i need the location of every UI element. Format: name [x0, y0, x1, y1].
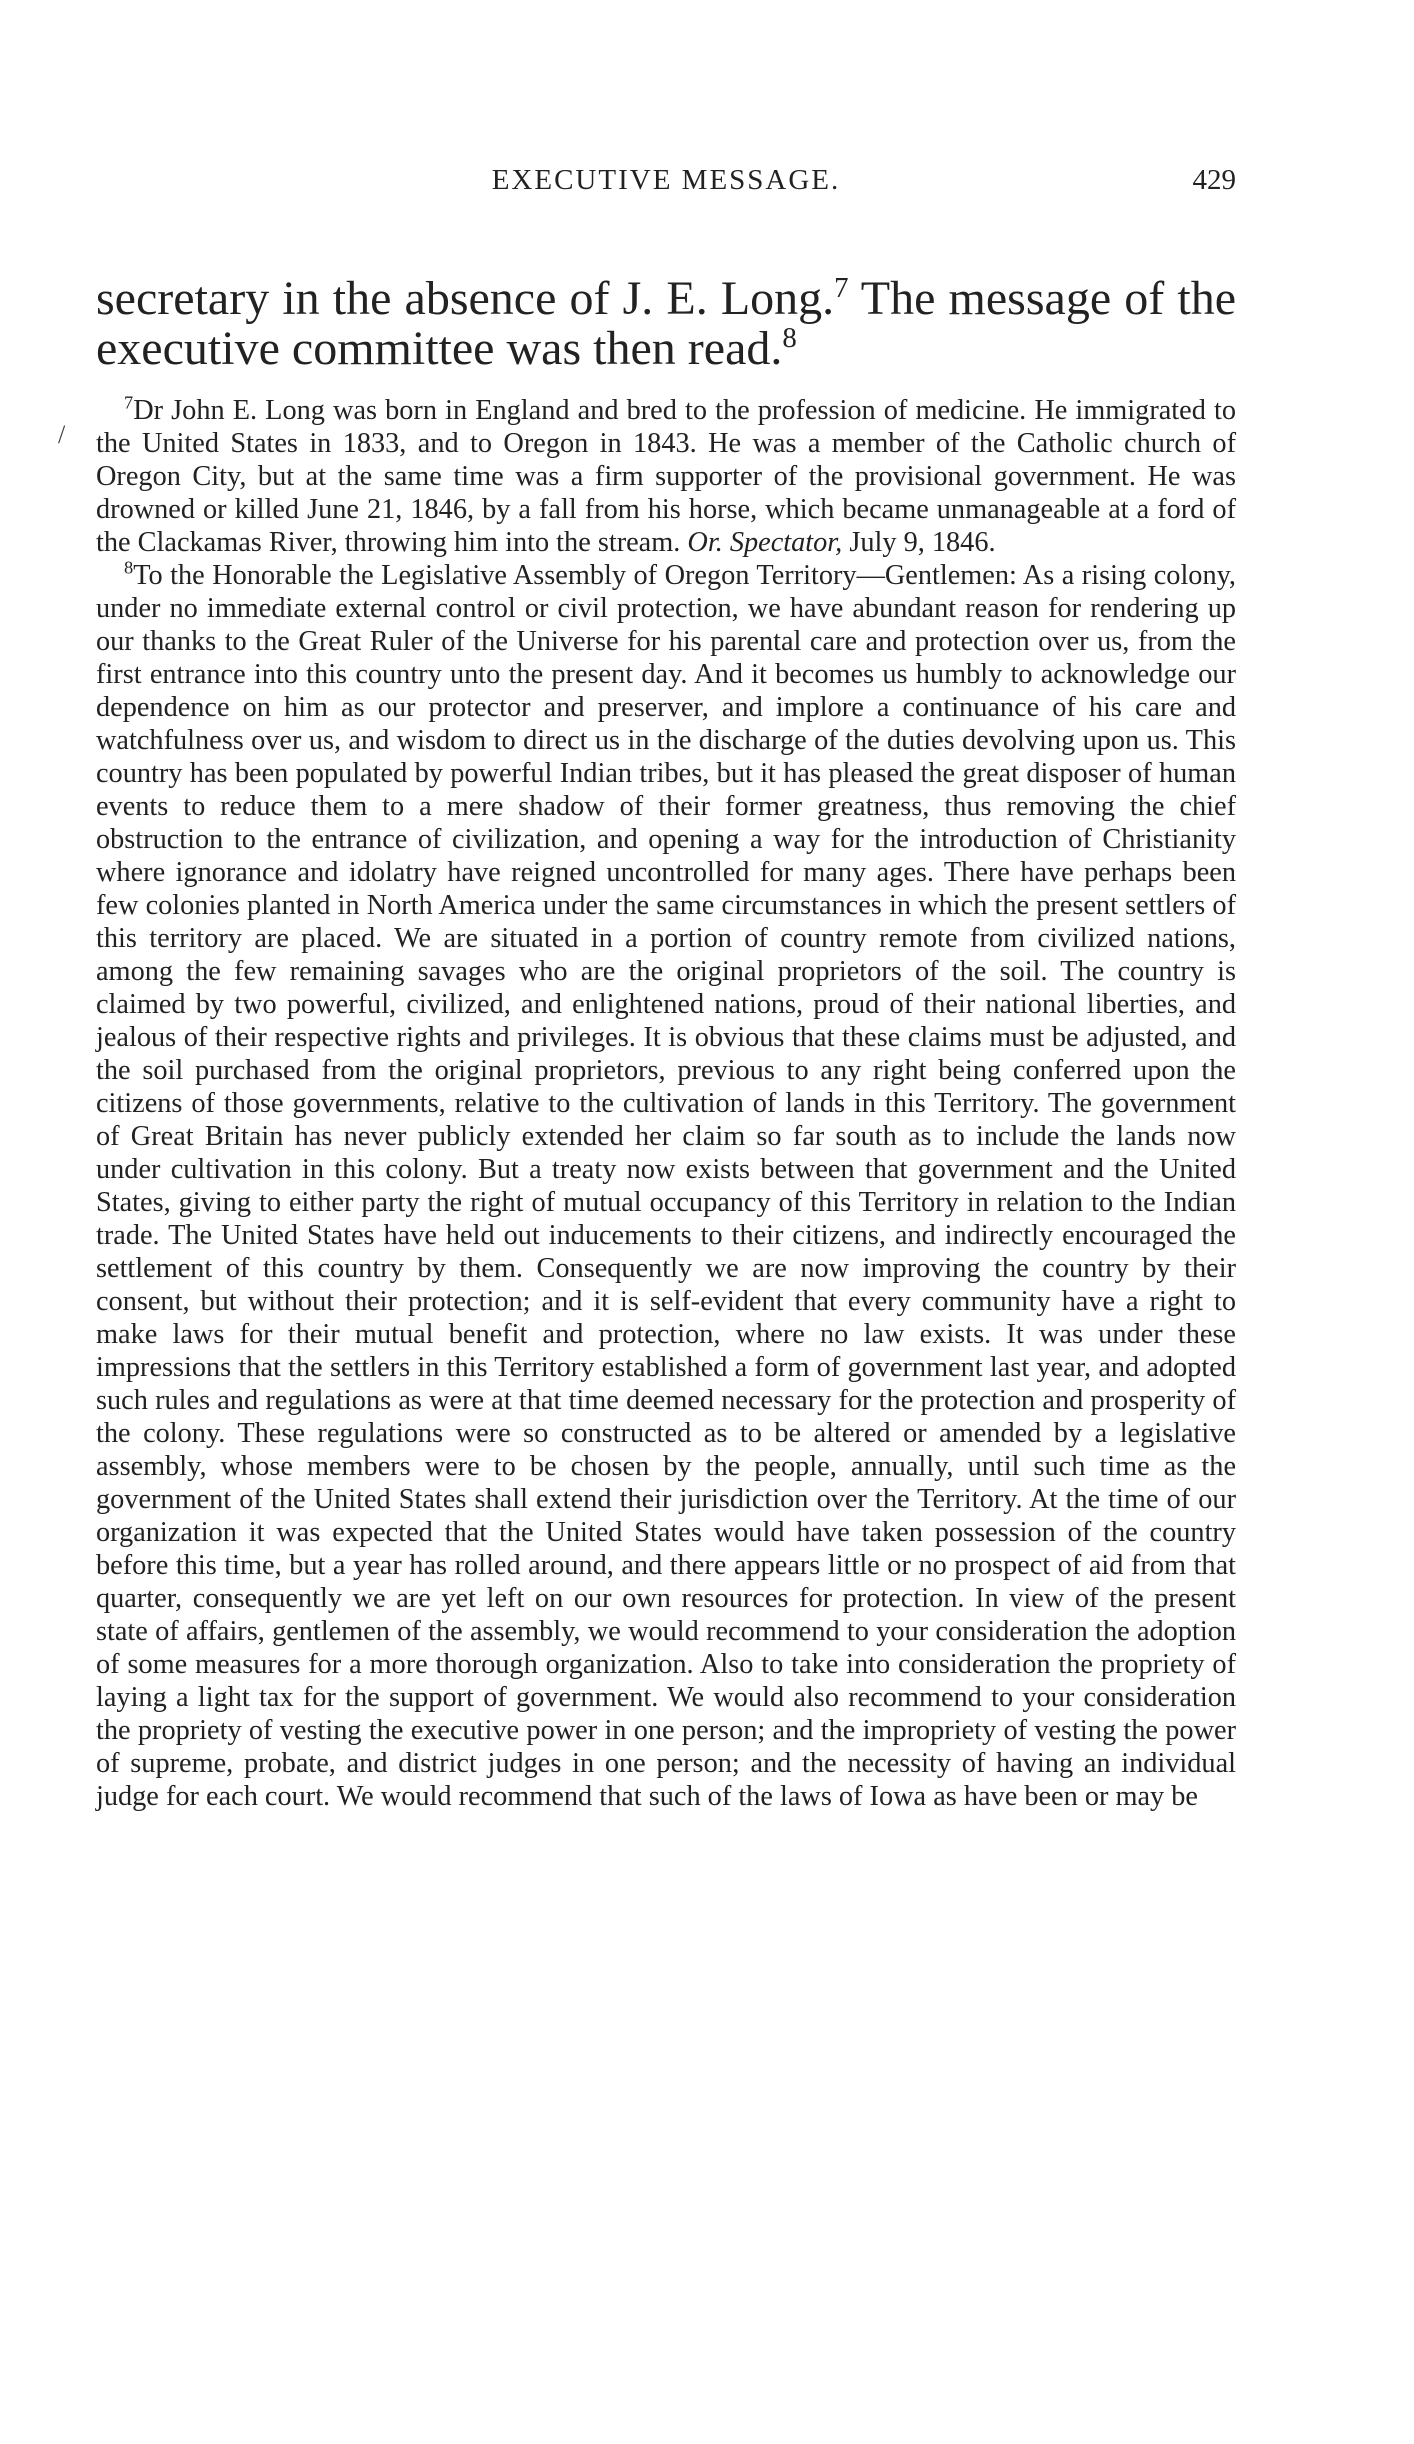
footnote-8 [96, 559, 1236, 1813]
page-number: 429 [1192, 164, 1236, 196]
footnote-text: Dr John E. Long was born in England and bred to the profession of medicine. He immigrated to the United States in 1833, and to Oregon in 1843. He was a member of the Catholic church of Oregon City, but at the same time was a firm supporter of the provisional government. He was drowned or killed June 21, 1846, by a fall from his horse, which became unmanageable at a ford of the Clackamas River, throwing him into the stream. [96, 395, 1236, 558]
footnote-text-end: July 9, 1846. [842, 527, 996, 558]
body-text-2: The message of the executive committee was then read. [96, 272, 1236, 375]
page [58, 160, 1236, 1813]
footnote-text: To the Honorable the Legislative Assembly of Oregon Territory—Gentlemen: As a rising colony, under no immediate external control or civil protection, we have abundant reason for rendering up our thanks to the Great Ruler of the Universe for his parental care and protection over us, from the first entrance into this country unto the present day. And it becomes us humbly to acknowledge our dependence on him as our protector and preserver, and implore a continuance of his care and watchfulness over us, and wisdom to direct us in the discharge of the duties devolving upon us. This country has been populated by powerful Indian tribes, but it has pleased the great disposer of human events to reduce them to a mere shadow of their former greatness, thus removing the chief obstruction to the entrance of civilization, and opening a way for the introduction of Christianity where ignorance and idolatry have reigned uncontrolled for many ages. There have perhaps been few colonies planted in North America under the same circumstances in which the present settlers of this territory are placed. We are situated in a portion of country remote from civilized nations, among the few remaining savages who are the original proprietors of the soil. The country is claimed by two powerful, civilized, and enlightened nations, proud of their national liberties, and jealous of their respective rights and privileges. It is obvious that these claims must be adjusted, and the soil purchased from the original proprietors, previous to any right being conferred upon the citizens of those governments, relative to the cultivation of lands in this Territory. The government of Great Britain has never publicly extended her claim so far south as to include the lands now under cultivation in this colony. But a treaty now exists between that government and the United States, giving to either party the right of mutual occupancy of this Territory in relation to the Indian trade. The United States have held out inducements to their citizens, and indirectly encouraged the settlement of this country by them. Consequently we are now improving the country by their consent, but without their protection; and it is self-evident that every community have a right to make laws for their mutual benefit and protection, where no law exists. It was under these impressions that the settlers in this Territory established a form of government last year, and adopted such rules and regulations as were at that time deemed necessary for the protection and prosperity of the colony. These regulations were so constructed as to be altered or amended by a legislative assembly, whose members were to be chosen by the people, annually, until such time as the government of the United States shall extend their jurisdiction over the Territory. At the time of our organization it was expected that the United States would have taken possession of the country before this time, but a year has rolled around, and there appears little or no prospect of aid from that quarter, consequently we are yet left on our own resources for protection. In view of the present state of affairs, gentlemen of the assembly, we would recommend to your consideration the adoption of some measures for a more thorough organization. Also to take into consideration the propriety of laying a light tax for the support of government. We would also recommend to your consideration the propriety of vesting the executive power in one person; and the impropriety of vesting the power of supreme, probate, and district judges in one person; and the necessity of having an individual judge for each court. We would recommend that such of the laws of Iowa as have been or may be [96, 560, 1236, 1812]
body-paragraph [96, 274, 1236, 374]
footnote-7 [96, 394, 1236, 559]
footnote-source: Or. Spectator, [687, 527, 843, 558]
footnote-ref-8: 8 [782, 322, 797, 354]
running-title: EXECUTIVE MESSAGE. [491, 164, 841, 196]
running-head [96, 160, 1236, 200]
footnote-marker: 7 [124, 392, 134, 413]
margin-mark: / [58, 420, 66, 449]
footnote-ref-7: 7 [834, 272, 849, 304]
body-text-1: secretary in the absence of J. E. Long. [96, 272, 835, 325]
footnote-marker: 8 [124, 557, 134, 578]
